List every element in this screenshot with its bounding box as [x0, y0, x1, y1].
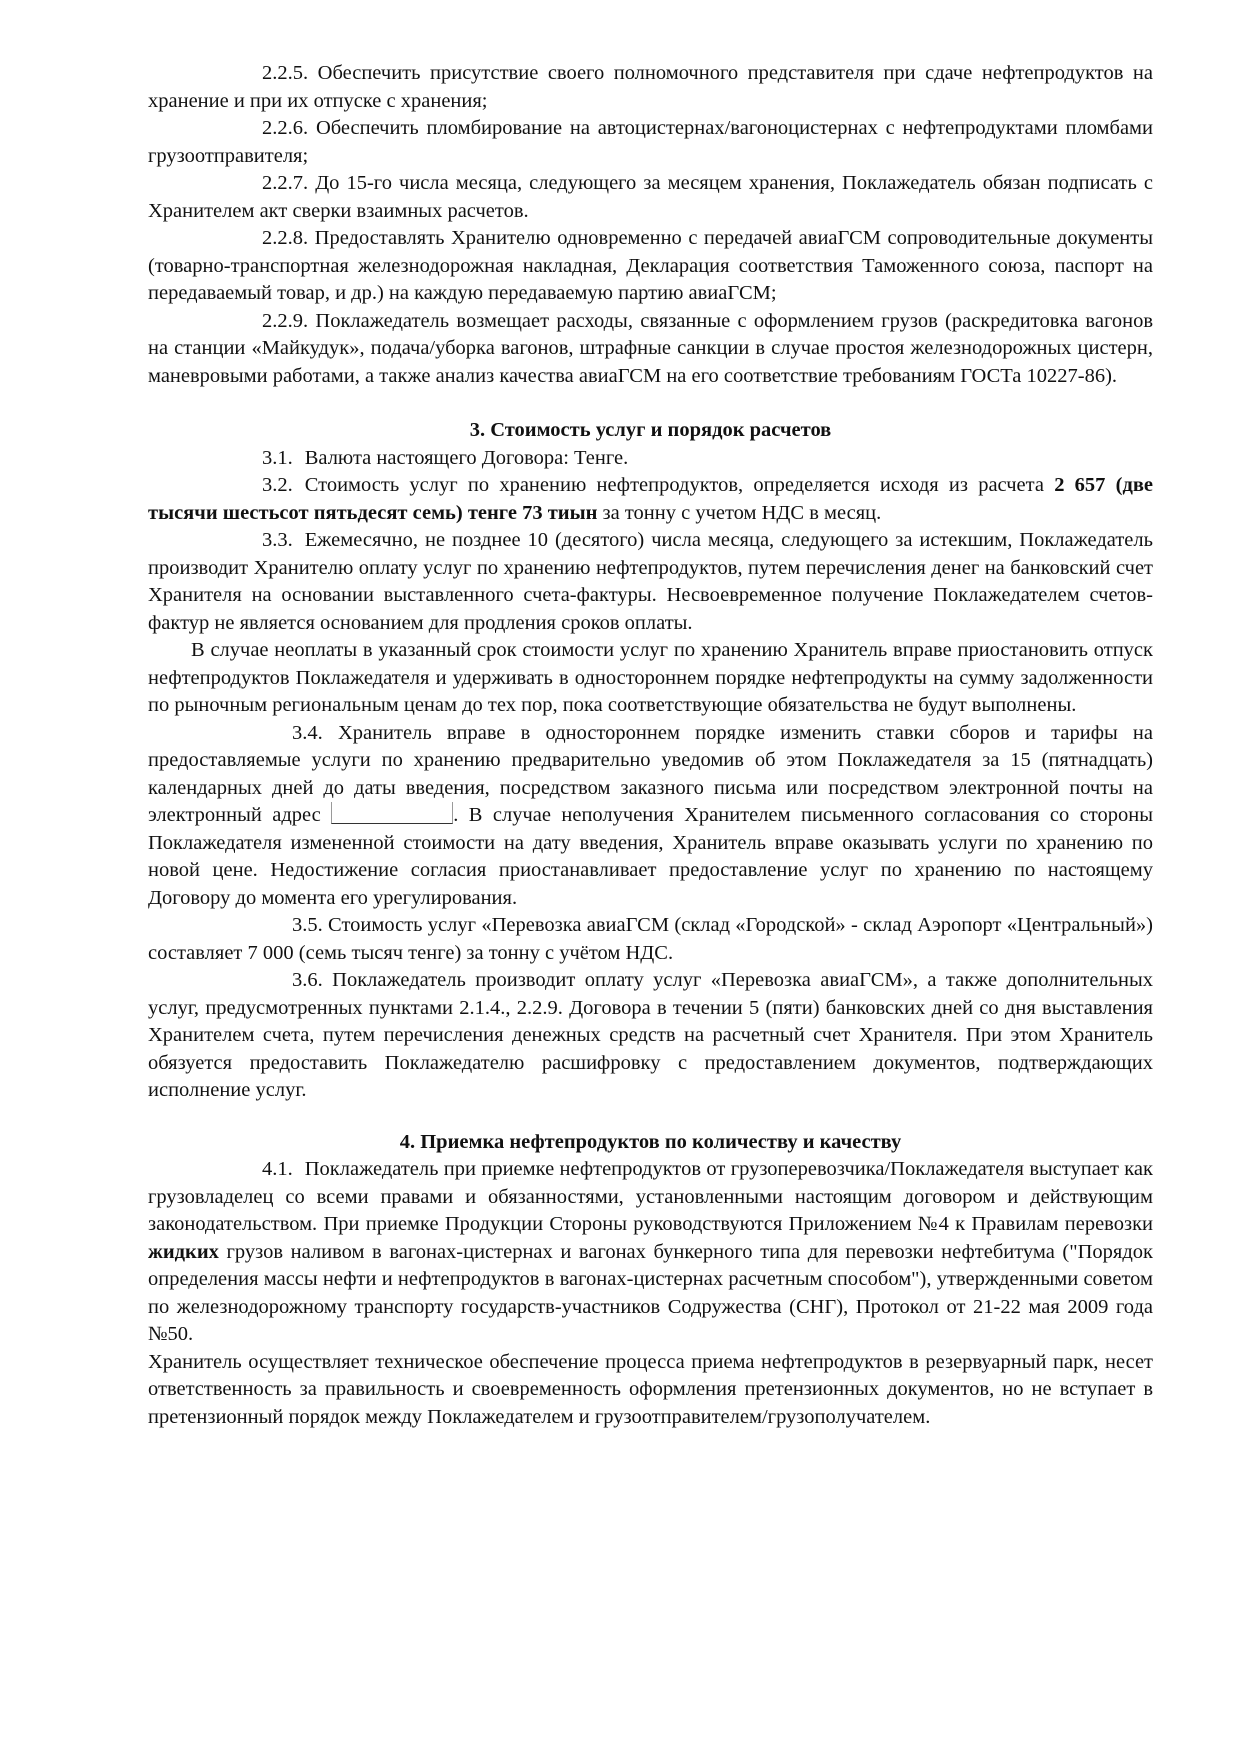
emphasis-bold: жидких	[148, 1240, 219, 1263]
clause-number: 2.2.7.	[262, 172, 309, 194]
clause-4-1	[148, 1156, 1153, 1349]
clause-number: 2.2.5.	[262, 62, 309, 84]
clause-number: 2.2.6.	[262, 117, 309, 139]
clause-3-6	[148, 967, 1153, 1105]
clause-text: Обеспечить пломбирование на автоцистернах/вагоноцистернах с нефтепродуктами пломбами грузоотправителя;	[148, 117, 1153, 167]
clause-number: 3.6.	[292, 969, 323, 991]
clause-3-2	[148, 472, 1153, 527]
clause-3-4	[148, 720, 1153, 913]
clause-3-1	[148, 445, 1153, 473]
clause-2-2-9	[148, 308, 1153, 391]
clause-number: 3.1.	[262, 446, 293, 469]
clause-text: Стоимость услуг по хранению нефтепродуктов, определяется исходя из расчета	[304, 474, 1044, 496]
clause-text: Стоимость услуг «Перевозка авиаГСМ (склад «Городской» - склад Аэропорт «Центральный») составляет 7 000 (семь тысяч тенге) за тонну с учётом НДС.	[148, 914, 1153, 964]
clause-text: Поклажедатель при приемке нефтепродуктов от грузоперевозчика/Поклажедателя выступает как грузовладелец со всеми правами и обязанностями, установленными настоящим договором и действующим законодательством. При приемке Продукции Стороны руководствуются Приложением №4 к Правилам перевозки	[148, 1158, 1153, 1235]
clause-2-2-7	[148, 170, 1153, 225]
clause-text-end: . В случае неполучения Хранителем письменного согласования со стороны Поклажедателя измененной стоимости на дату введения, Хранитель вправе оказывать услуги по хранению по новой цене. Недостижение согласия приостанавливает предоставление услуг по хранению по настоящему Договору до момента его урегулирования.	[148, 804, 1153, 909]
clause-text: Поклажедатель производит оплату услуг «Перевозка авиаГСМ», а также дополнительных услуг, предусмотренных пунктами 2.1.4., 2.2.9. Договора в течении 5 (пяти) банковских дней со дня выставления Хранителем счета, путем перечисления денежных средств на расчетный счет Хранителя. При этом Хранитель обязуется предоставить Поклажедателю расшифровку с предоставлением документов, подтверждающих исполнение услуг.	[148, 969, 1153, 1101]
clause-text: Обеспечить присутствие своего полномочного представителя при сдаче нефтепродуктов на хранение и при их отпуске с хранения;	[148, 62, 1153, 112]
clause-3-5	[148, 912, 1153, 967]
section-3-heading: 3. Стоимость услуг и порядок расчетов	[469, 419, 832, 441]
clause-2-2-8	[148, 225, 1153, 308]
clause-number: 2.2.9.	[262, 309, 309, 332]
clause-3-3	[148, 527, 1153, 637]
clause-number: 2.2.8.	[262, 227, 309, 249]
clause-text: Хранитель вправе в одностороннем порядке изменить ставки сборов и тарифы на предоставляемые услуги по хранению предварительно уведомив об этом Поклажедателя за 15 (пятнадцать) календарных дней до даты введения, посредством заказного письма или посредством электронной почты на электронный адрес	[148, 721, 1153, 826]
price-bold: 2 657 (две тысячи шестьсот пятьдесят семь) тенге 73 тиын	[148, 474, 1154, 524]
clause-4-1-continued: Хранитель осуществляет техническое обеспечение процесса приема нефтепродуктов в резервуарный парк, несет ответственность за правильность и своевременность оформления претензионных документов, но не вступает в претензионный порядок между Поклажедателем и грузоотправителем/грузополучателем.	[148, 1350, 1153, 1428]
clause-text: Ежемесячно, не позднее 10 (десятого) числа месяца, следующего за истекшим, Поклажедатель производит Хранителю оплату услуг по хранению нефтепродуктов, путем перечисления денег на банковский счет Хранителя на основании выставленного счета-фактуры. Несвоевременное получение Поклажедателем счетов-фактур не является основанием для продления сроков оплаты.	[148, 529, 1153, 634]
email-blank-field	[331, 802, 453, 824]
document-body	[148, 60, 1153, 1431]
clause-number: 3.5.	[292, 914, 323, 936]
clause-number: 3.4.	[292, 721, 323, 744]
clause-2-2-5	[148, 60, 1153, 115]
clause-text: Предоставлять Хранителю одновременно с передачей авиаГСМ сопроводительные документы (товарно-транспортная железнодорожная накладная, Декларация соответствия Таможенного союза, паспорт на передаваемый товар, и др.) на каждую передаваемую партию авиаГСМ;	[148, 227, 1154, 304]
clause-number: 4.1.	[262, 1158, 293, 1180]
clause-number: 3.3.	[262, 529, 293, 551]
clause-text-end: грузов наливом в вагонах-цистернах и вагонах бункерного типа для перевозки нефтебитума ("Порядок определения массы нефти и нефтепродуктов в вагонах-цистернах расчетным способом"), утвержденными советом по железнодорожному транспорту государств-участников Содружества (СНГ), Протокол от 21-22 мая 2009 года №50.	[148, 1240, 1153, 1345]
section-4-heading: 4. Приемка нефтепродуктов по количеству и качеству	[399, 1130, 902, 1153]
clause-text-end: за тонну с учетом НДС в месяц.	[602, 501, 882, 524]
clause-text: До 15-го числа месяца, следующего за месяцем хранения, Поклажедатель обязан подписать с Хранителем акт сверки взаимных расчетов.	[148, 172, 1154, 222]
clause-3-3-continued: В случае неоплаты в указанный срок стоимости услуг по хранению Хранитель вправе приостановить отпуск нефтепродуктов Поклажедателя и удерживать в одностороннем порядке нефтепродукты на сумму задолженности по рыночным региональным ценам до тех пор, пока соответствующие обязательства не будут выполнены.	[148, 639, 1153, 716]
clause-number: 3.2.	[262, 474, 293, 496]
clause-2-2-6	[148, 115, 1153, 170]
clause-text: Валюта настоящего Договора: Тенге.	[304, 446, 629, 469]
clause-text: Поклажедатель возмещает расходы, связанные с оформлением грузов (раскредитовка вагонов на станции «Майкудук», подача/уборка вагонов, штрафные санкции в случае простоя железнодорожных цистерн, маневровыми работами, а также анализ качества авиаГСМ на его соответствие требованиям ГОСТа 10227-86).	[148, 309, 1153, 387]
